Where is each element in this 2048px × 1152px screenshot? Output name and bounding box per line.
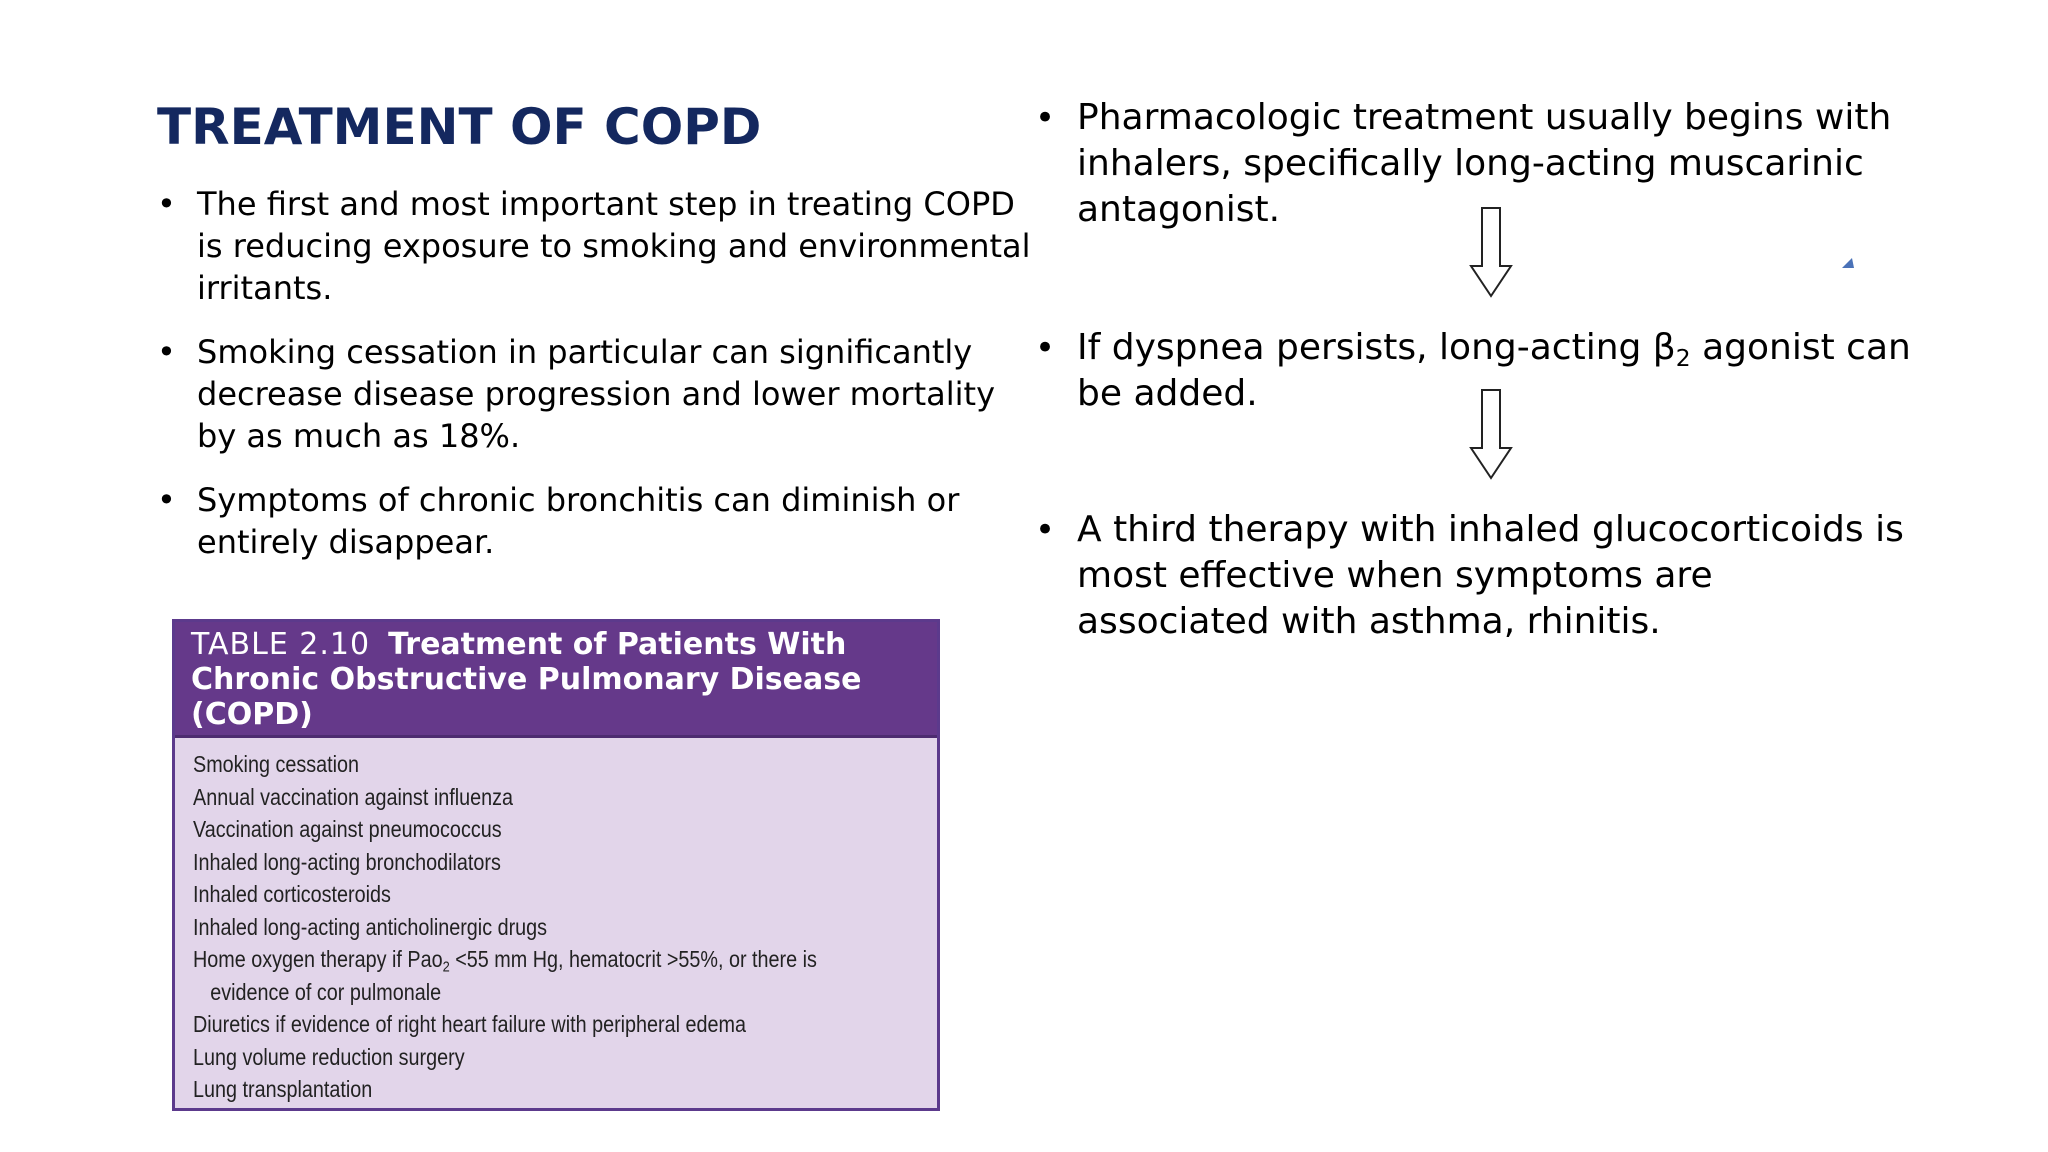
table-row: Lung transplantation [193,1076,373,1102]
left-bullet-item: • Smoking cessation in particular can significantly decrease disease progression and lower mortality by as much as 18%. [157,331,1037,457]
table-row: Diuretics if evidence of right heart failure with peripheral edema [193,1011,747,1037]
table-row: Inhaled long-acting bronchodilators [193,848,501,875]
slide-title: TREATMENT OF COPD [157,98,762,156]
table-row: Lung volume reduction surgery [193,1043,465,1070]
bullet-glyph: • [1035,98,1056,138]
step-text: A third therapy with inhaled glucocorticoids is most effective when symptoms are associated with asthma, rhinitis. [1077,509,1904,642]
left-bullet-item: • The first and most important step in treating COPD is reducing exposure to smoking and environmental irritants. [157,183,1037,309]
step-subscript: 2 [1675,344,1691,373]
table-title-line: (COPD) [191,697,313,732]
step-text-before: If dyspnea persists, long-acting β [1077,327,1676,368]
table-number: TABLE 2.10 [191,627,371,662]
step-text: Pharmacologic treatment usually begins with inhalers, specifically long-acting muscarinic antagonist. [1077,97,1892,230]
table-header [175,622,937,738]
table-row: Vaccination against pneumococcus [193,816,502,842]
table-row-subscript: 2 [442,958,450,976]
left-bullet-list [157,183,1037,585]
down-arrow-icon [1469,388,1513,480]
treatment-table [172,619,940,1111]
triangle-marker-icon [1840,256,1856,270]
left-bullet-item: • Symptoms of chronic bronchitis can diminish or entirely disappear. [157,479,1037,563]
table-title-line: Treatment of Patients With [388,627,847,662]
table-row-text: Home oxygen therapy if Pao [193,946,443,972]
table-row-text: <55 mm Hg, hematocrit >55%, or there is [449,946,817,972]
step-text-after: agonist can be added. [1077,327,1911,414]
table-row: Smoking cessation [193,751,360,777]
table-row: Annual vaccination against influenza [193,783,514,810]
table-title-line: Chronic Obstructive Pulmonary Disease [191,662,862,697]
table-row [193,943,819,976]
down-arrow-icon [1469,206,1513,298]
table-row [193,976,819,1009]
bullet-glyph: • [1035,510,1056,550]
table-row-continuation: evidence of cor pulmonale [210,978,442,1005]
table-row: Inhaled corticosteroids [193,881,391,907]
table-row: Inhaled long-acting anticholinergic drugs [193,913,548,940]
step-item [1035,507,1915,645]
table-rows [175,738,937,1106]
bullet-glyph: • [1035,328,1056,368]
